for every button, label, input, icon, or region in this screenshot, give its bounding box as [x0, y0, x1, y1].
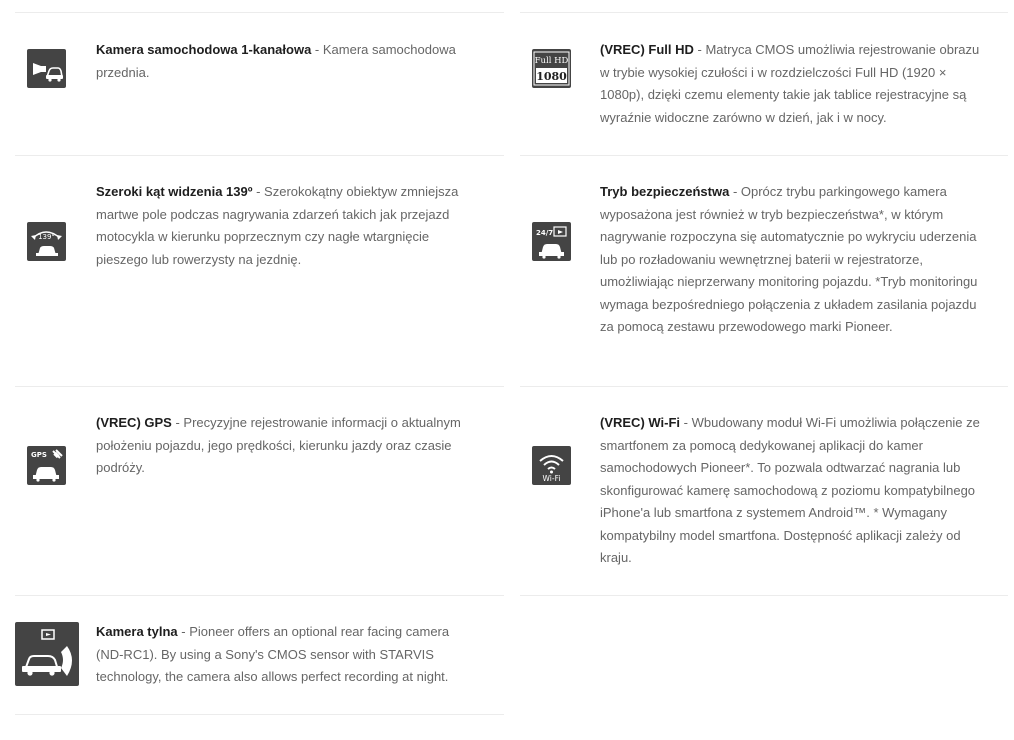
- feature-description: - Pioneer offers an optional rear facing camera (ND-RC1). By using a Sony's CMOS sensor with STARVIS technology, the camera also allows perfect recording at night.: [96, 624, 450, 684]
- feature-title: Kamera samochodowa 1-kanałowa: [96, 42, 312, 57]
- divider: [15, 386, 504, 387]
- rear-camera-icon: [15, 622, 79, 686]
- gps-car-icon: [27, 446, 66, 485]
- feature-description: - Kamera samochodowa przednia.: [96, 42, 456, 80]
- wide-angle-139-icon: [27, 222, 66, 261]
- angle-label: 139°: [38, 233, 55, 241]
- feature-title: Tryb bezpieczeństwa: [600, 184, 730, 199]
- car-camera-icon: [27, 49, 66, 88]
- feature-title: Kamera tylna: [96, 624, 178, 639]
- divider: [15, 12, 504, 13]
- always-on-label: 24/7: [536, 229, 554, 237]
- wifi-label: Wi-Fi: [542, 474, 561, 483]
- feature-title: (VREC) Full HD: [600, 42, 694, 57]
- feature-description: - Precyzyjne rejestrowanie informacji o aktualnym położeniu pojazdu, jego prędkości, kierunku jazdy oraz czasie podróży.: [96, 415, 461, 475]
- feature-title: (VREC) Wi-Fi: [600, 415, 681, 430]
- parking-security-icon: [532, 222, 571, 261]
- full-hd-1080-icon: [532, 49, 571, 88]
- feature-description: - Wbudowany moduł Wi-Fi umożliwia połączenie ze smartfonem za pomocą dedykowanej aplikacji do kamer samochodowych Pioneer*. To pozwala odtwarzać nagrania lub skonfigurować kamerę samochodową z poziomu kompatybilnego iPhone'a lub smartfona z systemem Android™. * Wymagany kompatybilny model smartfona. Dostępność aplikacji zależy od kraju.: [600, 415, 980, 565]
- divider: [15, 714, 504, 715]
- divider: [520, 595, 1008, 596]
- feature-description: - Matryca CMOS umożliwia rejestrowanie obrazu w trybie wysokiej czułości i w rozdzielczości Full HD (1920 × 1080p), dzięki czemu elementy takie jak tablice rejestracyjne są wyraźnie widoczne zarówno w dzień, jak i w nocy.: [600, 42, 980, 125]
- gps-label: GPS: [31, 451, 47, 459]
- divider: [520, 155, 1008, 156]
- full-hd-label: Full HD: [534, 56, 569, 66]
- divider: [520, 386, 1008, 387]
- divider: [15, 595, 504, 596]
- feature-description: - Szerokokątny obiektyw zmniejsza martwe pole podczas nagrywania zdarzeń takich jak przejazd motocykla w kierunku poprzecznym czy nagłe wtargnięcie pieszego lub rowerzysty na jezdnię.: [96, 184, 459, 267]
- divider: [520, 12, 1008, 13]
- feature-description: - Oprócz trybu parkingowego kamera wyposażona jest również w tryb bezpieczeństwa*, w którym nagrywanie rozpoczyna się automatycznie po wykryciu uderzenia lub po rozładowaniu wewnętrznej baterii w rejestratorze, umożliwiając nieprzerwany monitoring pojazdu. *Tryb monitoringu wymaga bezpośredniego połączenia z układem zasilania pojazdu za pomocą zestawu przewodowego marki Pioneer.: [600, 184, 978, 334]
- resolution-label: 1080: [536, 70, 567, 83]
- divider: [15, 155, 504, 156]
- wifi-icon: [532, 446, 571, 485]
- feature-title: Szeroki kąt widzenia 139º: [96, 184, 253, 199]
- feature-title: (VREC) GPS: [96, 415, 172, 430]
